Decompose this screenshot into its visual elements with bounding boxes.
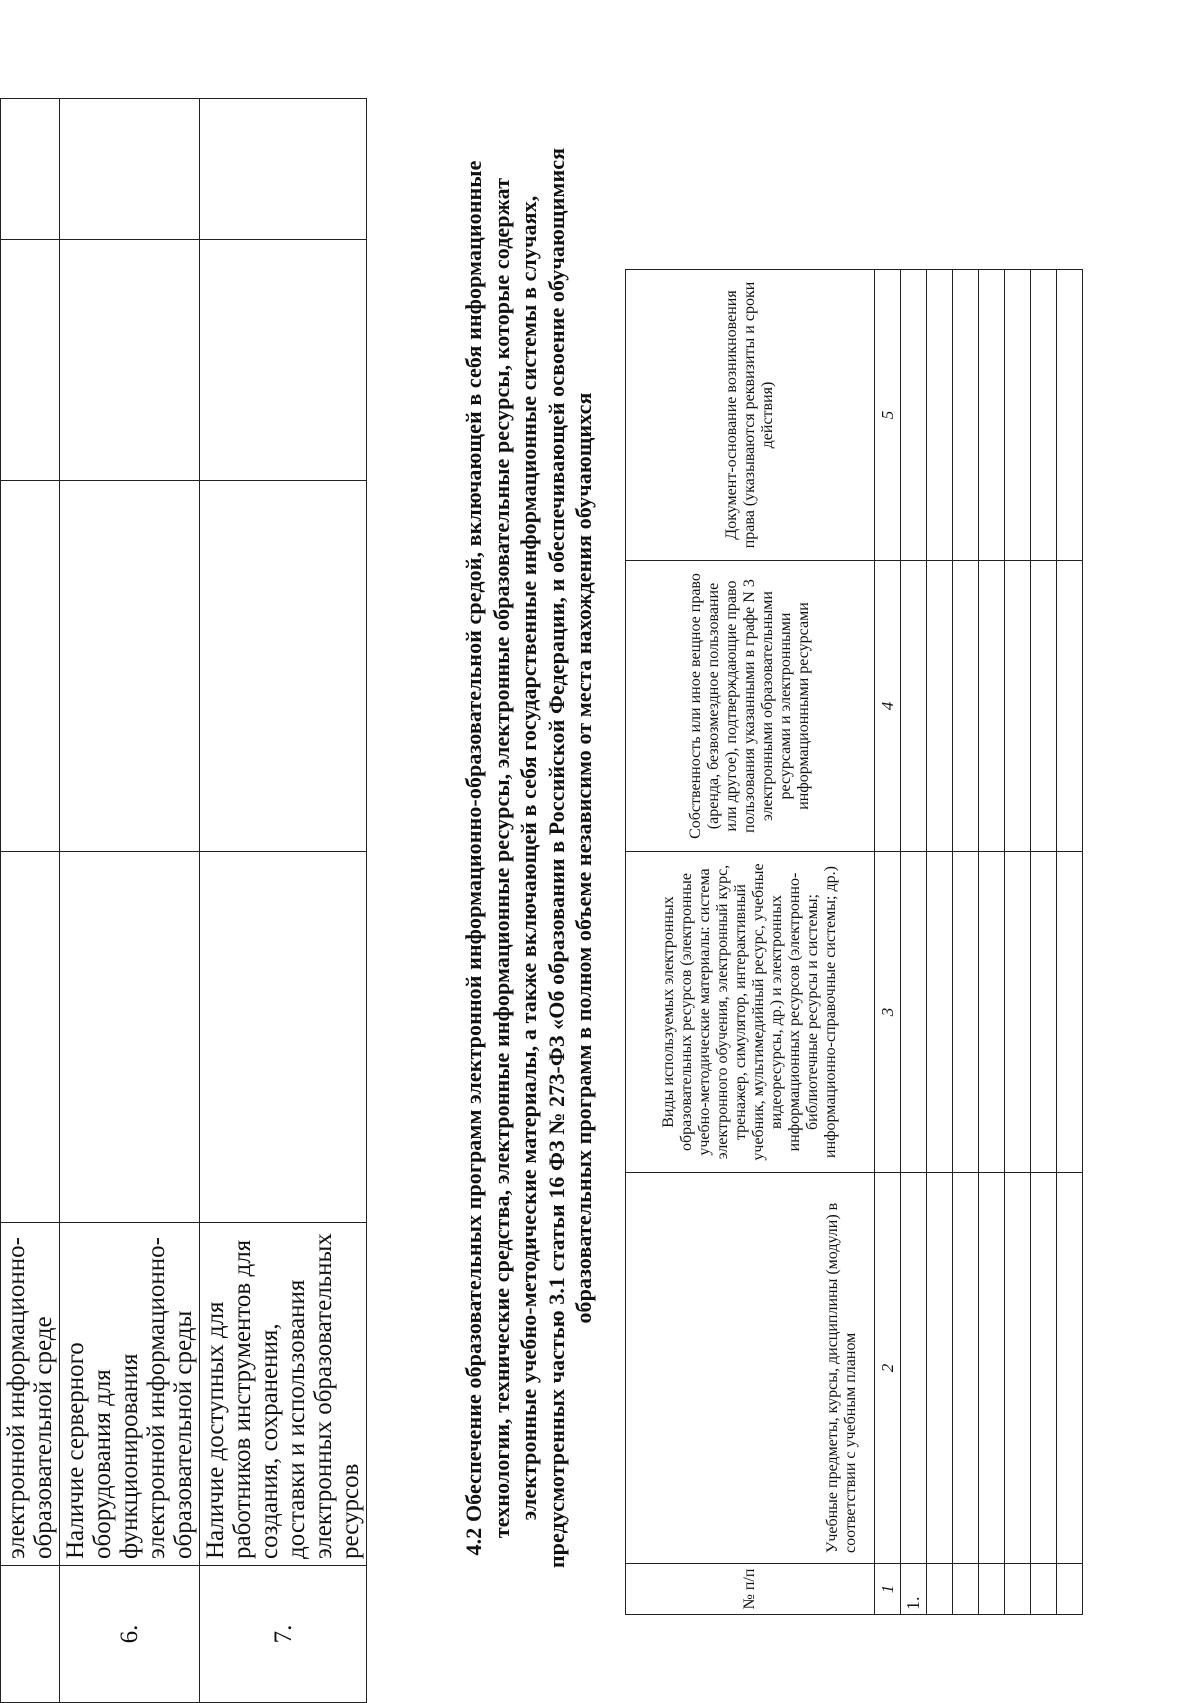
empty-cell <box>1005 561 1031 852</box>
table-row <box>1 99 60 1703</box>
empty-cell <box>60 481 200 852</box>
row-number <box>927 1564 953 1615</box>
empty-cell <box>1005 270 1031 561</box>
empty-cell <box>979 1173 1005 1564</box>
empty-cell <box>953 561 979 852</box>
table-row <box>1031 270 1057 1615</box>
infrastructure-table <box>0 98 367 1703</box>
empty-cell <box>200 852 367 1223</box>
empty-cell <box>953 852 979 1173</box>
empty-cell <box>927 561 953 852</box>
column-index: 2 <box>875 1173 901 1564</box>
header-number: № п/п <box>626 1564 875 1615</box>
empty-cell <box>60 852 200 1223</box>
row-number <box>1005 1564 1031 1615</box>
row-number <box>1031 1564 1057 1615</box>
empty-cell <box>1031 1173 1057 1564</box>
row-number: 6. <box>60 1566 200 1703</box>
table-row <box>901 270 927 1615</box>
empty-cell <box>200 99 367 240</box>
empty-cell <box>1 852 60 1223</box>
empty-cell <box>1 99 60 240</box>
empty-cell <box>1005 852 1031 1173</box>
table-row <box>979 270 1005 1615</box>
empty-cell <box>60 240 200 481</box>
empty-cell <box>200 240 367 481</box>
header-resource-types: Виды используемых электронных образовательных ресурсов (электронные учебно-методические материалы: система электронного обучения, электронный курс, тренажер, симулятор, интерактивный учебник, мультимедийный ресурс, учебные видеоресурсы, др.) и электронных информационных ресурсов (электронно-библиотечные ресурсы и системы; информационно-справочные системы; др.) <box>626 852 875 1173</box>
row-number <box>979 1564 1005 1615</box>
header-subjects: Учебные предметы, курсы, дисциплины (модули) в соответствии с учебным планом <box>626 1173 875 1564</box>
empty-cell <box>979 270 1005 561</box>
empty-cell <box>1057 1173 1083 1564</box>
empty-cell <box>927 1173 953 1564</box>
header-document-basis: Документ-основание возникновения права (указываются реквизиты и сроки действия) <box>626 270 875 561</box>
header-ownership: Собственность или иное вещное право (аренда, безвозмездное пользование или другое), подтверждающие право пользования указанными в графе N 3 электронными образовательными ресурсами и электронными информационными ресурсами <box>626 561 875 852</box>
table-row <box>1057 270 1083 1615</box>
empty-cell <box>927 270 953 561</box>
table-row <box>927 270 953 1615</box>
table-row <box>1005 270 1031 1615</box>
table-row <box>60 99 200 1703</box>
empty-cell <box>1057 270 1083 561</box>
empty-cell <box>60 99 200 240</box>
empty-cell <box>901 1173 927 1564</box>
row-text: Наличие серверного оборудования для функционирования электронной информационно-образовательной среды <box>60 1223 200 1566</box>
row-number <box>1 1566 60 1703</box>
empty-cell <box>1005 1173 1031 1564</box>
empty-cell <box>953 1173 979 1564</box>
empty-cell <box>1031 852 1057 1173</box>
row-number <box>953 1564 979 1615</box>
empty-cell <box>1 240 60 481</box>
empty-cell <box>901 852 927 1173</box>
section-heading: 4.2 Обеспечение образовательных программ электронной информационно-образовательной средой, включающей в себя информационные технологии, технические средства, электронные информационные ресурсы, электронные образовательные ресурсы, которые содержат электронные учебно-методические материалы, а также включающей в себя государственные информационные системы в случаях, предусмотренных частью 3.1 статьи 16 ФЗ № 273-ФЗ «Об образовании в Российской Федерации, и обеспечивающей освоение обучающимися образовательных программ в полном объеме независимо от места нахождения обучающихся <box>461 147 596 1569</box>
empty-cell <box>1031 561 1057 852</box>
column-index: 4 <box>875 561 901 852</box>
column-index: 3 <box>875 852 901 1173</box>
column-index: 1 <box>875 1564 901 1615</box>
empty-cell <box>901 270 927 561</box>
electronic-resources-table <box>625 269 1083 1615</box>
column-index-row <box>875 270 901 1615</box>
row-text: электронной информационно-образовательной среде <box>1 1223 60 1566</box>
column-index: 5 <box>875 270 901 561</box>
row-number: 7. <box>200 1566 367 1703</box>
row-number: 1. <box>901 1564 927 1615</box>
empty-cell <box>927 852 953 1173</box>
empty-cell <box>901 561 927 852</box>
empty-cell <box>979 852 1005 1173</box>
header-row <box>626 270 875 1615</box>
empty-cell <box>1057 852 1083 1173</box>
empty-cell <box>200 481 367 852</box>
empty-cell <box>1031 270 1057 561</box>
table-row <box>953 270 979 1615</box>
empty-cell <box>1 481 60 852</box>
empty-cell <box>953 270 979 561</box>
empty-cell <box>979 561 1005 852</box>
row-text: Наличие доступных для работников инструментов для создания, сохранения, доставки и использования электронных образовательных ресурсов <box>200 1223 367 1566</box>
row-number <box>1057 1564 1083 1615</box>
empty-cell <box>1057 561 1083 852</box>
table-row <box>200 99 367 1703</box>
